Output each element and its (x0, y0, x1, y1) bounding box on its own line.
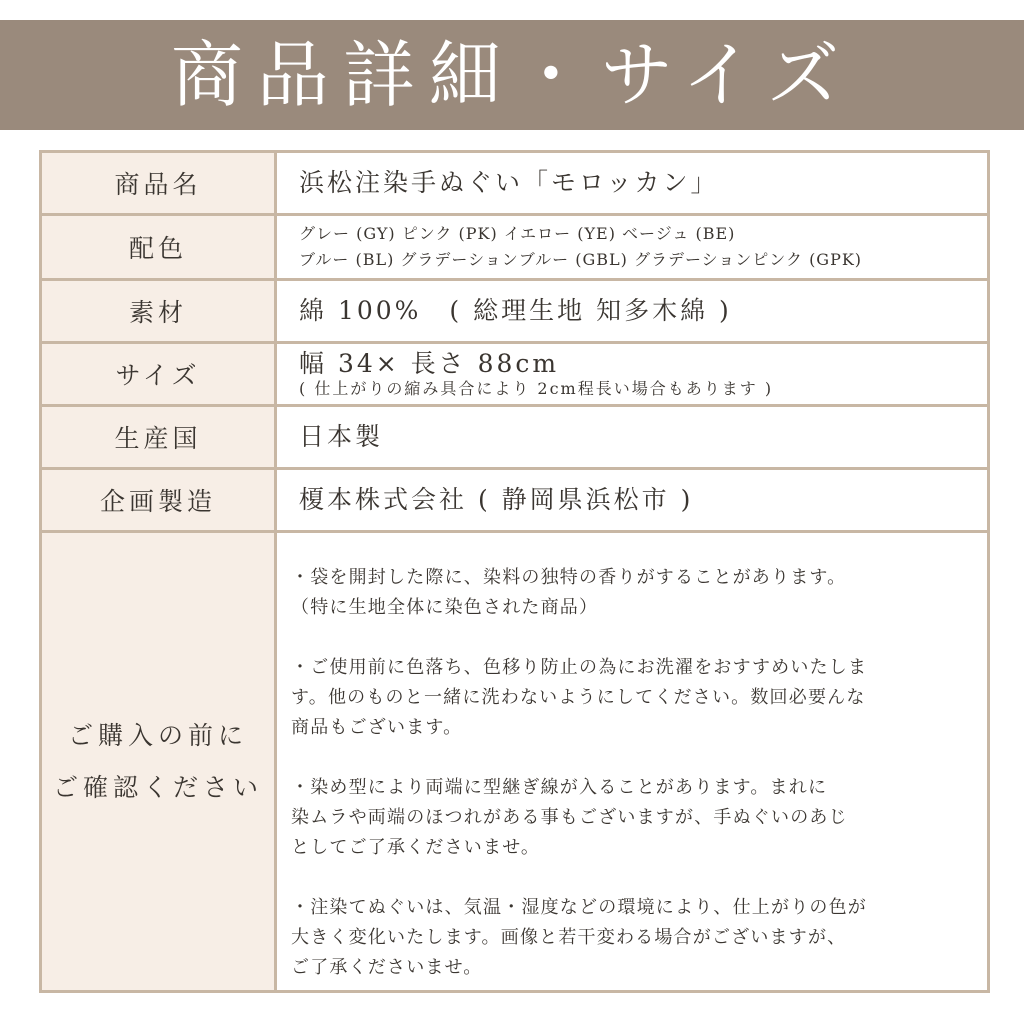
value-product-name (277, 153, 987, 213)
manufacturer-text: 榎本株式会社 ( 静岡県浜松市 ) (299, 485, 694, 514)
country-text: 日本製 (299, 422, 384, 451)
note-item: ・ご使用前に色落ち、色移り防止の為にお洗濯をおすすめいたしま す。他のものと一緒に洗わないようにしてください。数回必要んな 商品もございます。 (291, 657, 868, 738)
label-material: 素材 (42, 281, 277, 341)
notes-content (277, 533, 987, 990)
note-item: ・注染てぬぐいは、気温・湿度などの環境により、仕上がりの色が 大きく変化いたします。画像と若干変わる場合がございますが、 ご了承くださいませ。 (291, 897, 867, 978)
product-detail-table (39, 150, 990, 993)
label-manufacturer: 企画製造 (42, 470, 277, 530)
value-material (277, 281, 987, 341)
row-country (42, 407, 987, 470)
row-product-name (42, 153, 987, 216)
value-size (277, 344, 987, 404)
label-country: 生産国 (42, 407, 277, 467)
label-notes (42, 533, 277, 990)
row-colors (42, 216, 987, 281)
colors-line-1: グレー (GY) ピンク (PK) イエロー (YE) ベージュ (BE) (299, 224, 736, 243)
notes-label-line-2: ご確認ください (52, 772, 263, 802)
note-item: ・袋を開封した際に、染料の独特の香りがすることがあります。 （特に生地全体に染色された商品） (291, 567, 847, 618)
size-text: 幅 34× 長さ 88cm (299, 349, 560, 378)
colors-line-2: ブルー (BL) グラデーションブルー (GBL) グラデーションピンク (GPK) (299, 250, 863, 269)
row-manufacturer (42, 470, 987, 533)
row-notes (42, 533, 987, 990)
value-colors (277, 216, 987, 278)
label-colors: 配色 (42, 216, 277, 278)
product-name-text: 浜松注染手ぬぐい「モロッカン」 (299, 168, 719, 197)
value-country (277, 407, 987, 467)
value-manufacturer (277, 470, 987, 530)
row-material (42, 281, 987, 344)
label-product-name: 商品名 (42, 153, 277, 213)
note-item: ・染め型により両端に型継ぎ線が入ることがあります。まれに 染ムラや両端のほつれがある事もございますが、手ぬぐいのあじ としてご了承くださいませ。 (291, 777, 848, 858)
label-size: サイズ (42, 344, 277, 404)
size-note: ( 仕上がりの縮み具合により 2cm程長い場合もあります ) (299, 379, 774, 398)
notes-label-line-1: ご購入の前に (67, 720, 248, 750)
page-title: 商品詳細・サイズ (170, 33, 854, 117)
title-banner (0, 20, 1024, 130)
row-size (42, 344, 987, 407)
material-text: 綿 100% ( 総理生地 知多木綿 ) (299, 296, 732, 325)
